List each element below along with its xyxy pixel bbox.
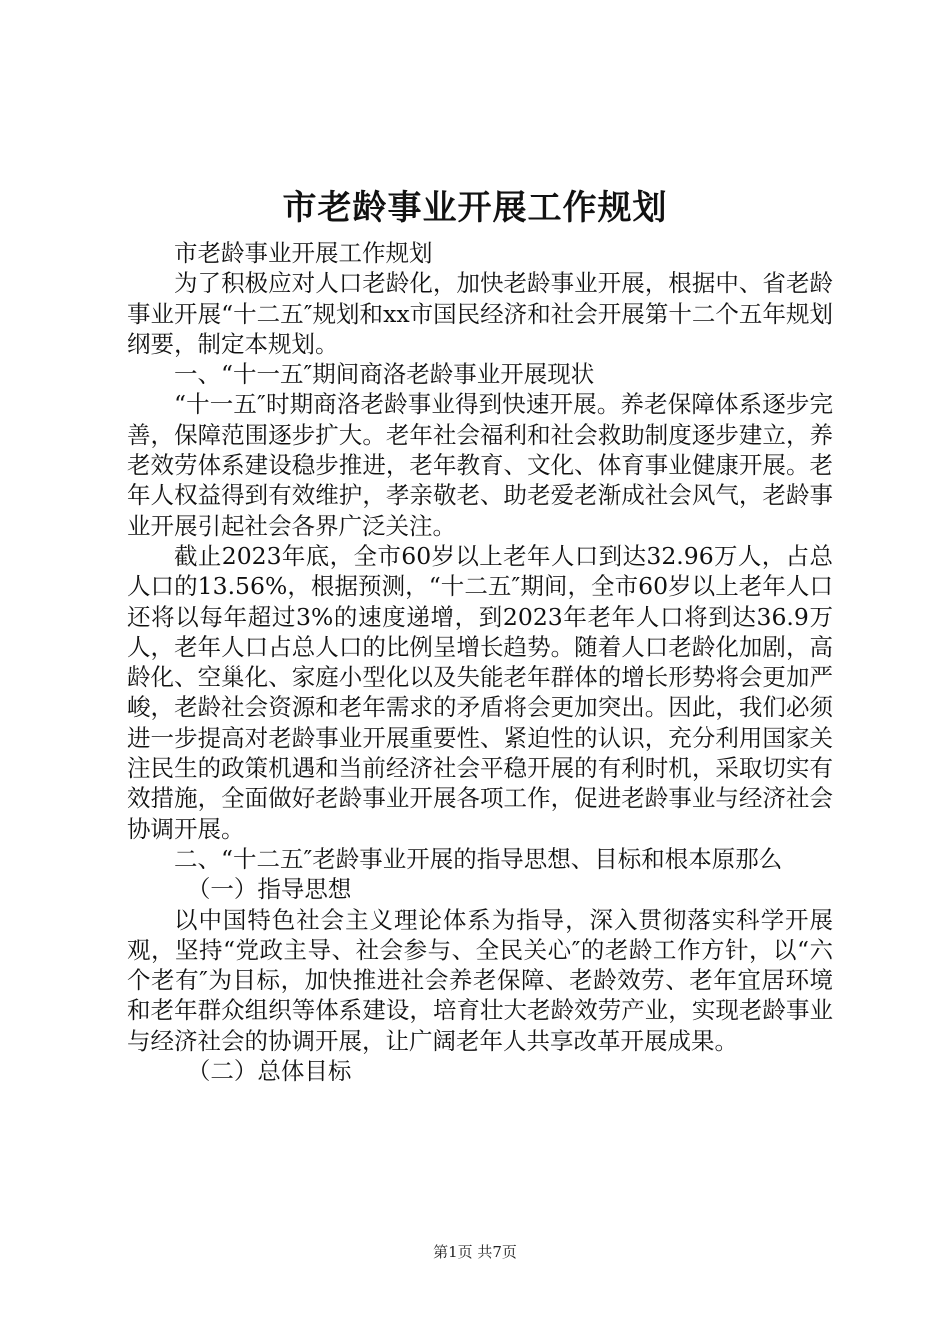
- paragraph-statistics: 截止2023年底，全市60岁以上老年人口到达32.96万人，占总人口的13.56%，根据预测，“十二五″期间，全市60岁以上老年人口还将以每年超过3%的速度递增，到2023年老年人口将到达36.9万人，老年人口占总人口的比例呈增长趋势。随着人口老龄化加剧，高龄化、空巢化、家庭小型化以及失能老年群体的增长形势将会更加严峻，老龄社会资源和老年需求的矛盾将会更加突出。因此，我们必须进一步提高对老龄事业开展重要性、紧迫性的认识，充分利用国家关注民生的政策机遇和当前经济社会平稳开展的有利时机，采取切实有效措施，全面做好老龄事业开展各项工作，促进老龄事业与经济社会协调开展。: [127, 541, 833, 843]
- page-number-footer: 第1页 共7页: [433, 1243, 517, 1261]
- paragraph-guiding-ideology: 以中国特色社会主义理论体系为指导，深入贯彻落实科学开展观，坚持“党政主导、社会参与、全民关心″的老龄工作方针，以“六个老有″为目标，加快推进社会养老保障、老龄效劳、老年宜居环境和老年群众组织等体系建设，培育壮大老龄效劳产业，实现老龄事业与经济社会的协调开展，让广阔老年人共享改革开展成果。: [127, 905, 833, 1055]
- paragraph-intro: 为了积极应对人口老龄化，加快老龄事业开展，根据中、省老龄事业开展“十二五″规划和xx市国民经济和社会开展第十二个五年规划纲要，制定本规划。: [127, 269, 833, 358]
- section-heading-1: 一、“十一五″期间商洛老龄事业开展现状: [174, 360, 595, 389]
- section-heading-2: 二、“十二五″老龄事业开展的指导思想、目标和根本原那么: [174, 844, 783, 873]
- subsection-heading-guiding-ideology: （一）指导思想: [186, 875, 352, 904]
- subsection-heading-overall-goal: （二）总体目标: [186, 1057, 352, 1086]
- paragraph-subtitle: 市老龄事业开展工作规划: [174, 239, 433, 267]
- document-title: 市老龄事业开展工作规划: [282, 188, 668, 228]
- paragraph-status: “十一五″时期商洛老龄事业得到快速开展。养老保障体系逐步完善，保障范围逐步扩大。老年社会福利和社会救助制度逐步建立，养老效劳体系建设稳步推进，老年教育、文化、体育事业健康开展。老年人权益得到有效维护，孝亲敬老、助老爱老渐成社会风气，老龄事业开展引起社会各界广泛关注。: [127, 390, 833, 540]
- document-body: [127, 238, 833, 1086]
